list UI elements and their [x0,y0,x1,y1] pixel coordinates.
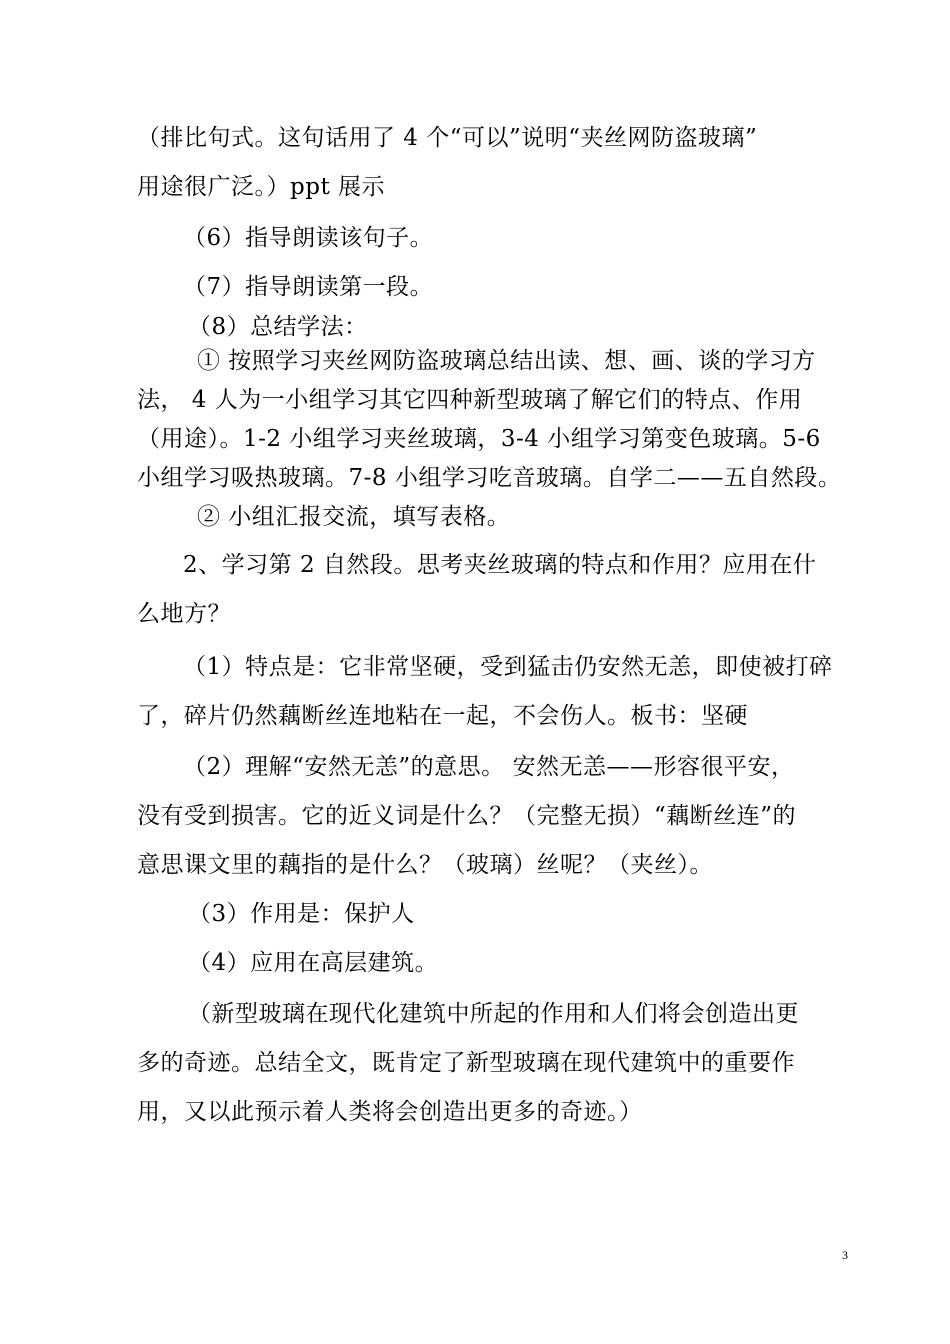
text-line: 意思课文里的藕指的是什么？（玻璃）丝呢？（夹丝）。 [137,852,713,878]
text-line: （3）作用是：保护人 [188,901,415,927]
text-line: 2、学习第 2 自然段。思考夹丝玻璃的特点和作用？应用在什 [183,552,817,578]
text-line: （排比句式。这句话用了 4 个“可以”说明“夹丝网防盗玻璃” [137,125,758,151]
text-line: 了，碎片仍然藕断丝连地粘在一起，不会伤人。板书：坚硬 [137,703,748,729]
text-line: ② 小组汇报交流，填写表格。 [197,504,511,530]
text-line: （用途）。1-2 小组学习夹丝玻璃，3-4 小组学习第变色玻璃。5-6 [137,426,821,452]
text-line: （2）理解“安然无恙”的意思。 安然无恙——形容很平安， [183,754,795,780]
text-line: 么地方？ [137,601,231,627]
text-line: （1）特点是：它非常坚硬，受到猛击仍安然无恙，即使被打碎 [183,654,833,680]
text-line: （7）指导朗读第一段。 [183,274,434,300]
text-line: （8）总结学法： [188,314,368,340]
text-line: （6）指导朗读该句子。 [183,225,434,251]
text-line: （新型玻璃在现代化建筑中所起的作用和人们将会创造出更 [188,1001,799,1027]
page-number: 3 [842,1248,848,1262]
text-line: （4）应用在高层建筑。 [188,950,439,976]
text-line: 多的奇迹。总结全文，既肯定了新型玻璃在现代建筑中的重要作 [137,1050,795,1076]
text-line: ① 按照学习夹丝网防盗玻璃总结出读、想、画、谈的学习方 [197,348,816,374]
text-line: 小组学习吸热玻璃。7-8 小组学习吃音玻璃。自学二——五自然段。 [137,465,842,491]
text-line: 用，又以此预示着人类将会创造出更多的奇迹。） [137,1099,643,1125]
text-line: 用途很广泛。）ppt 展示 [137,174,385,200]
text-line: 没有受到损害。它的近义词是什么？（完整无损）“藕断丝连”的 [137,803,797,829]
text-line: 法， 4 人为一小组学习其它四种新型玻璃了解它们的特点、作用 [137,387,803,413]
